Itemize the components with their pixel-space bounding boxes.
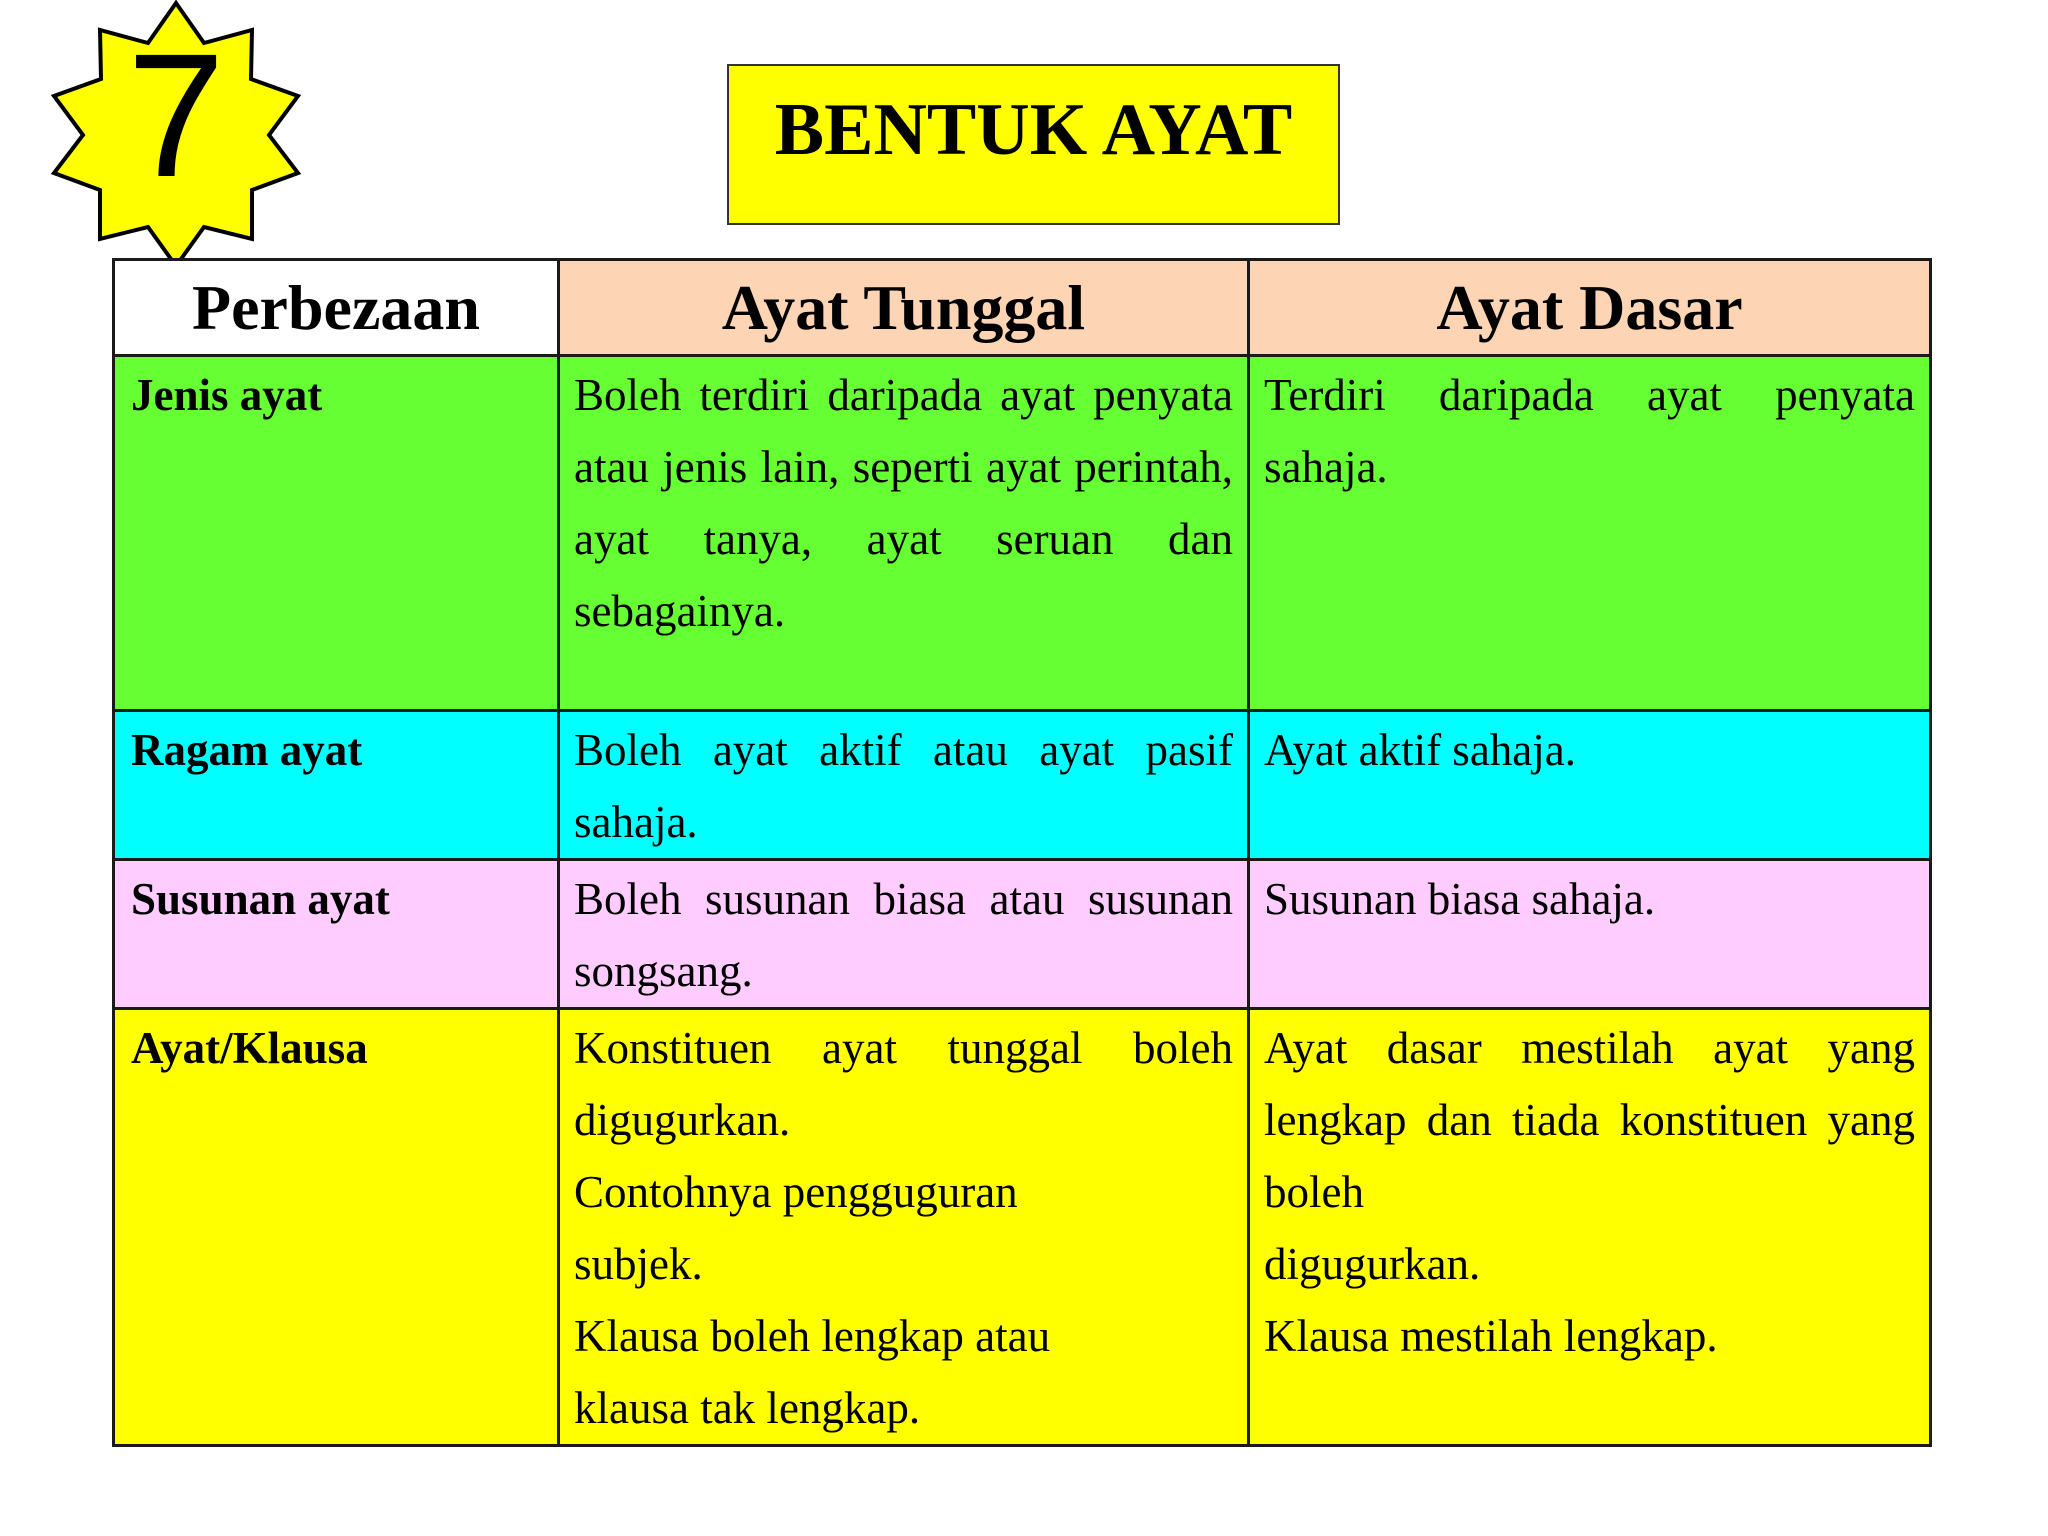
header-ayat-dasar: Ayat Dasar xyxy=(1249,260,1931,356)
row-label: Ragam ayat xyxy=(114,711,559,860)
ayat-tunggal-cell: Boleh ayat aktif atau ayat pasif sahaja. xyxy=(559,711,1249,860)
cell-line: Ayat dasar mestilah ayat yang lengkap dan tiada konstituen yang boleh xyxy=(1264,1023,1915,1217)
header-ayat-tunggal: Ayat Tunggal xyxy=(559,260,1249,356)
cell-line: Konstituen ayat tunggal boleh digugurkan. xyxy=(574,1023,1233,1145)
ayat-dasar-cell xyxy=(1249,1009,1931,1446)
ayat-tunggal-cell xyxy=(559,1009,1249,1446)
ayat-dasar-cell: Ayat aktif sahaja. xyxy=(1249,711,1931,860)
cell-line: digugurkan. xyxy=(1264,1239,1481,1289)
cell-line: klausa tak lengkap. xyxy=(574,1383,921,1433)
comparison-table xyxy=(112,258,1932,1447)
row-label: Ayat/Klausa xyxy=(114,1009,559,1446)
ayat-tunggal-cell: Boleh susunan biasa atau susunan songsang. xyxy=(559,860,1249,1009)
ayat-dasar-cell: Terdiri daripada ayat penyata sahaja. xyxy=(1249,356,1931,711)
title-box xyxy=(727,64,1340,225)
ayat-tunggal-cell: Boleh terdiri daripada ayat penyata atau jenis lain, seperti ayat perintah, ayat tanya, ayat seruan dan sebagainya. xyxy=(559,356,1249,711)
cell-line: Klausa boleh lengkap atau xyxy=(574,1311,1051,1361)
header-perbezaan: Perbezaan xyxy=(114,260,559,356)
cell-line: subjek. xyxy=(574,1239,703,1289)
cell-line: Contohnya pengguguran xyxy=(574,1167,1018,1217)
table-row xyxy=(114,711,1931,860)
row-label: Susunan ayat xyxy=(114,860,559,1009)
page-title: BENTUK AYAT xyxy=(774,89,1293,171)
ayat-dasar-cell: Susunan biasa sahaja. xyxy=(1249,860,1931,1009)
table-row xyxy=(114,1009,1931,1446)
number-badge xyxy=(40,0,312,262)
row-label: Jenis ayat xyxy=(114,356,559,711)
cell-line: Klausa mestilah lengkap. xyxy=(1264,1311,1718,1361)
table-row xyxy=(114,356,1931,711)
badge-number: 7 xyxy=(127,18,225,214)
table-header-row xyxy=(114,260,1931,356)
table-row xyxy=(114,860,1931,1009)
